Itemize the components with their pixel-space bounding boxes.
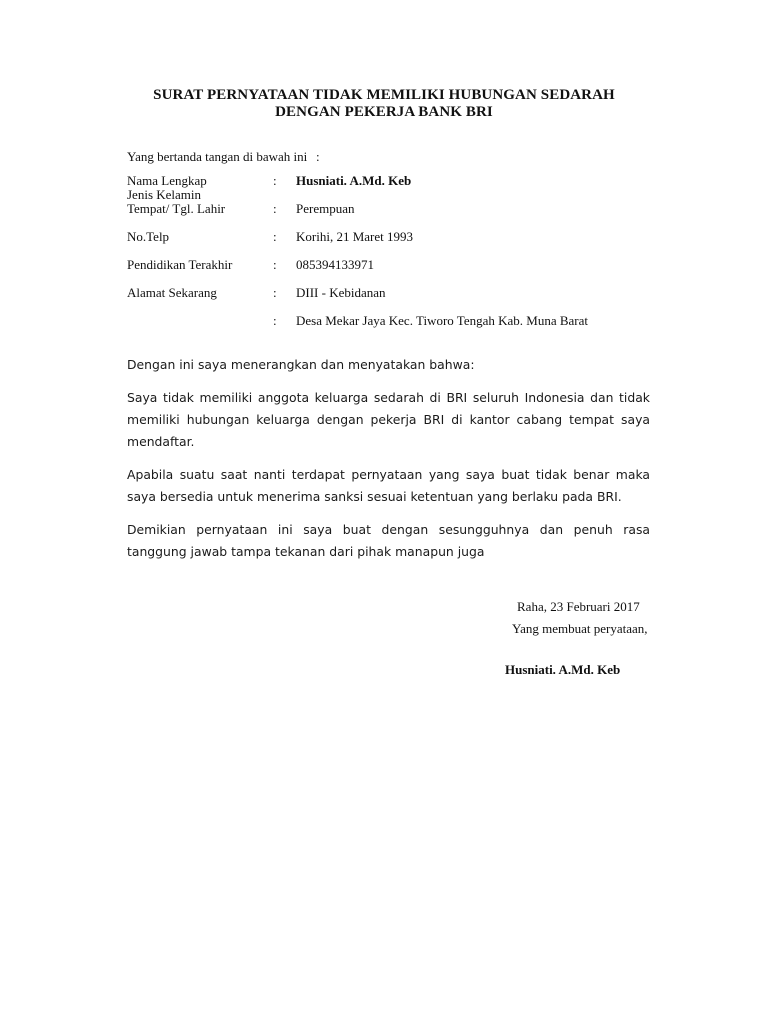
field-value-4: 085394133971 <box>296 257 374 272</box>
place-date: Raha, 23 Februari 2017 <box>517 599 640 614</box>
field-value-5: DIII - Kebidanan <box>296 285 386 300</box>
tempat-tgl-lahir-label: Tempat/ Tgl. Lahir <box>127 201 226 216</box>
maker-label: Yang membuat peryataan, <box>512 621 648 636</box>
field-colon: : <box>273 313 277 328</box>
alamat-sekarang-label: Alamat Sekarang <box>127 285 217 300</box>
statement-intro-paragraph: Dengan ini saya menerangkan dan menyatakan bahwa: <box>127 357 475 372</box>
closing-paragraph: Demikian pernyataan ini saya buat dengan sesungguhnya dan penuh rasa tanggung jawab tampa tekanan dari pihak manapun juga <box>127 522 650 559</box>
statement-paragraph-2: Apabila suatu saat nanti terdapat pernyataan yang saya buat tidak benar maka saya bersedia untuk menerima sanksi sesuai ketentuan yang berlaku pada BRI. <box>127 467 650 504</box>
jenis-kelamin-label: Jenis Kelamin <box>127 187 202 202</box>
document-title-line-2: DENGAN PEKERJA BANK BRI <box>275 104 493 120</box>
signatory-name: Husniati. A.Md. Keb <box>505 662 621 677</box>
field-colon: : <box>273 229 277 244</box>
field-value-3: Korihi, 21 Maret 1993 <box>296 229 413 244</box>
field-value-2: Perempuan <box>296 201 355 216</box>
nama-lengkap-label: Nama Lengkap <box>127 173 207 188</box>
field-value-6: Desa Mekar Jaya Kec. Tiworo Tengah Kab. Muna Barat <box>296 313 588 328</box>
intro-colon: : <box>316 149 320 164</box>
field-colon: : <box>273 201 277 216</box>
field-colon: : <box>273 285 277 300</box>
field-colon: : <box>273 257 277 272</box>
no-telp-label: No.Telp <box>127 229 170 244</box>
statement-paragraph-1: Saya tidak memiliki anggota keluarga sedarah di BRI seluruh Indonesia dan tidak memiliki hubungan keluarga dengan pekerja BRI di kantor cabang tempat saya mendaftar. <box>127 390 650 449</box>
intro-text: Yang bertanda tangan di bawah ini <box>127 149 308 164</box>
nama-lengkap-value: Husniati. A.Md. Keb <box>296 173 412 188</box>
field-colon: : <box>273 173 277 188</box>
pendidikan-terakhir-label: Pendidikan Terakhir <box>127 257 233 272</box>
document-title-line-1: SURAT PERNYATAAN TIDAK MEMILIKI HUBUNGAN SEDARAH <box>153 87 615 103</box>
